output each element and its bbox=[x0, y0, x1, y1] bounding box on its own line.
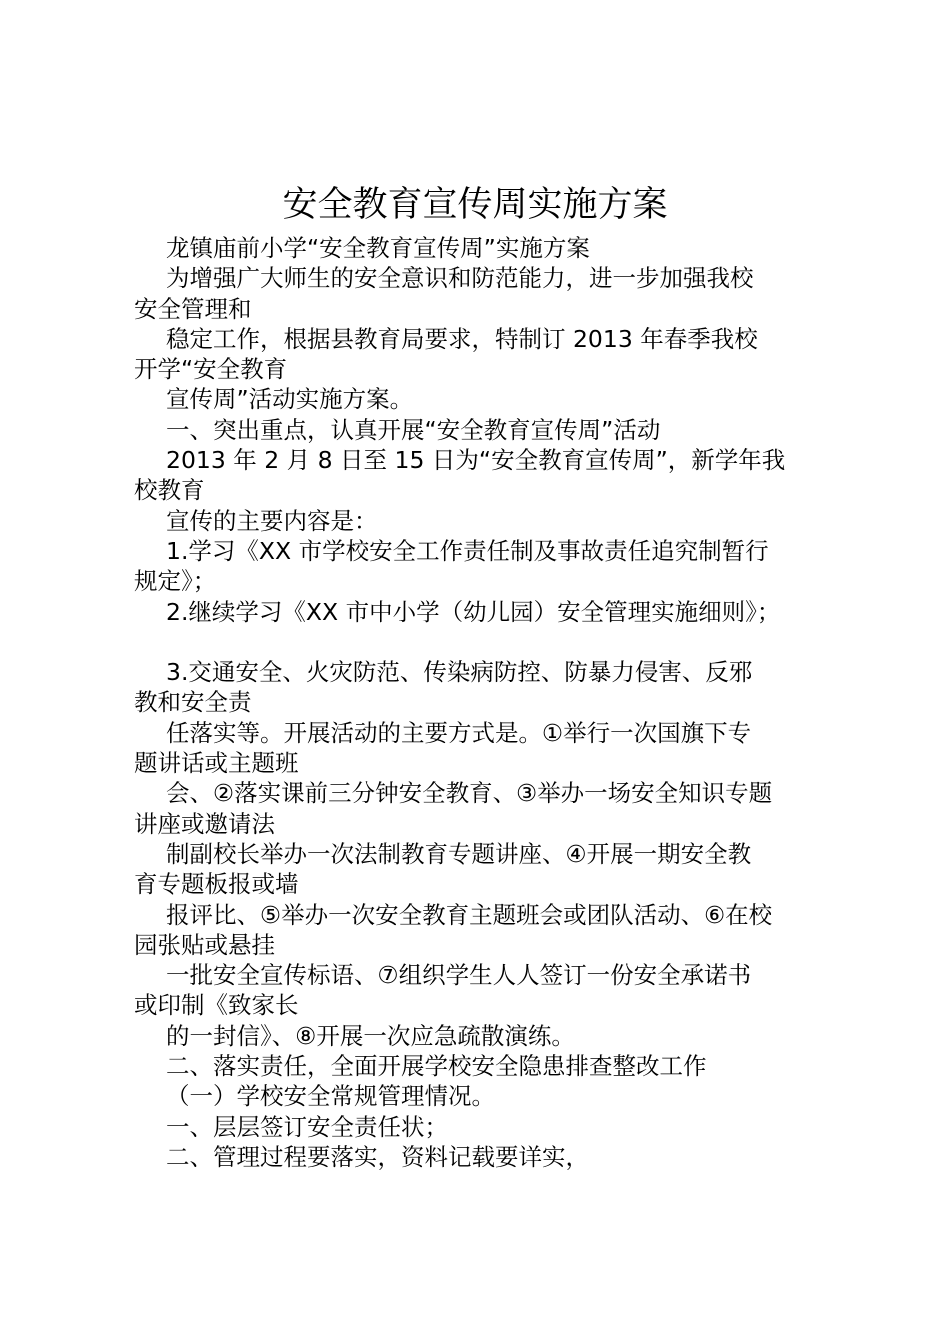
paragraph-line: 讲座或邀请法 bbox=[134, 809, 275, 838]
paragraph-line: 开学“安全教育 bbox=[134, 355, 288, 384]
blank-line bbox=[134, 627, 854, 657]
list-item-line: 规定》； bbox=[134, 567, 217, 596]
paragraph-line: 的一封信》、⑧开展一次应急疏散演练。 bbox=[166, 1021, 575, 1050]
section-heading: 一、突出重点，认真开展“安全教育宣传周”活动 bbox=[166, 415, 661, 444]
list-item-line: 一、层层签订安全责任状； bbox=[166, 1112, 448, 1141]
paragraph-line: 稳定工作，根据县教育局要求，特制订 2013 年春季我校 bbox=[166, 324, 758, 353]
paragraph-line: 报评比、⑤举办一次安全教育主题班会或团队活动、⑥在校 bbox=[166, 900, 773, 929]
paragraph-line: 或印制《致家长 bbox=[134, 991, 299, 1020]
list-item-line: 2.继续学习《XX 市中小学（幼儿园）安全管理实施细则》； bbox=[166, 597, 781, 626]
list-item-line: 二、管理过程要落实，资料记载要详实， bbox=[166, 1142, 589, 1171]
subsection-heading: （一）学校安全常规管理情况。 bbox=[166, 1082, 495, 1111]
paragraph-line: 育专题板报或墙 bbox=[134, 870, 299, 899]
paragraph-line: 2013 年 2 月 8 日至 15 日为“安全教育宣传周”，新学年我 bbox=[166, 446, 786, 475]
paragraph-line: 一批安全宣传标语、⑦组织学生人人签订一份安全承诺书 bbox=[166, 961, 752, 990]
paragraph-line: 为增强广大师生的安全意识和防范能力，进一步加强我校 bbox=[166, 264, 754, 293]
paragraph-line: 安全管理和 bbox=[134, 294, 252, 323]
paragraph-line: 会、②落实课前三分钟安全教育、③举办一场安全知识专题 bbox=[166, 779, 773, 808]
paragraph-line: 宣传的主要内容是： bbox=[166, 506, 378, 535]
list-item-line: 3.交通安全、火灾防范、传染病防控、防暴力侵害、反邪 bbox=[166, 658, 753, 687]
paragraph-line: 题讲话或主题班 bbox=[134, 749, 299, 778]
paragraph-line: 任落实等。开展活动的主要方式是。①举行一次国旗下专 bbox=[166, 718, 752, 747]
document-title: 安全教育宣传周实施方案 bbox=[282, 185, 668, 225]
paragraph-line: 园张贴或悬挂 bbox=[134, 930, 275, 959]
paragraph-line: 校教育 bbox=[134, 476, 205, 505]
list-item-line: 1.学习《XX 市学校安全工作责任制及事故责任追究制暂行 bbox=[166, 536, 769, 565]
section-heading: 二、落实责任，全面开展学校安全隐患排查整改工作 bbox=[166, 1052, 707, 1081]
paragraph-line: 龙镇庙前小学“安全教育宣传周”实施方案 bbox=[166, 234, 590, 262]
list-item-line: 教和安全责 bbox=[134, 688, 252, 717]
paragraph-line: 制副校长举办一次法制教育专题讲座、④开展一期安全教 bbox=[166, 839, 752, 868]
paragraph-line: 宣传周”活动实施方案。 bbox=[166, 385, 414, 414]
document-body bbox=[134, 233, 854, 1172]
